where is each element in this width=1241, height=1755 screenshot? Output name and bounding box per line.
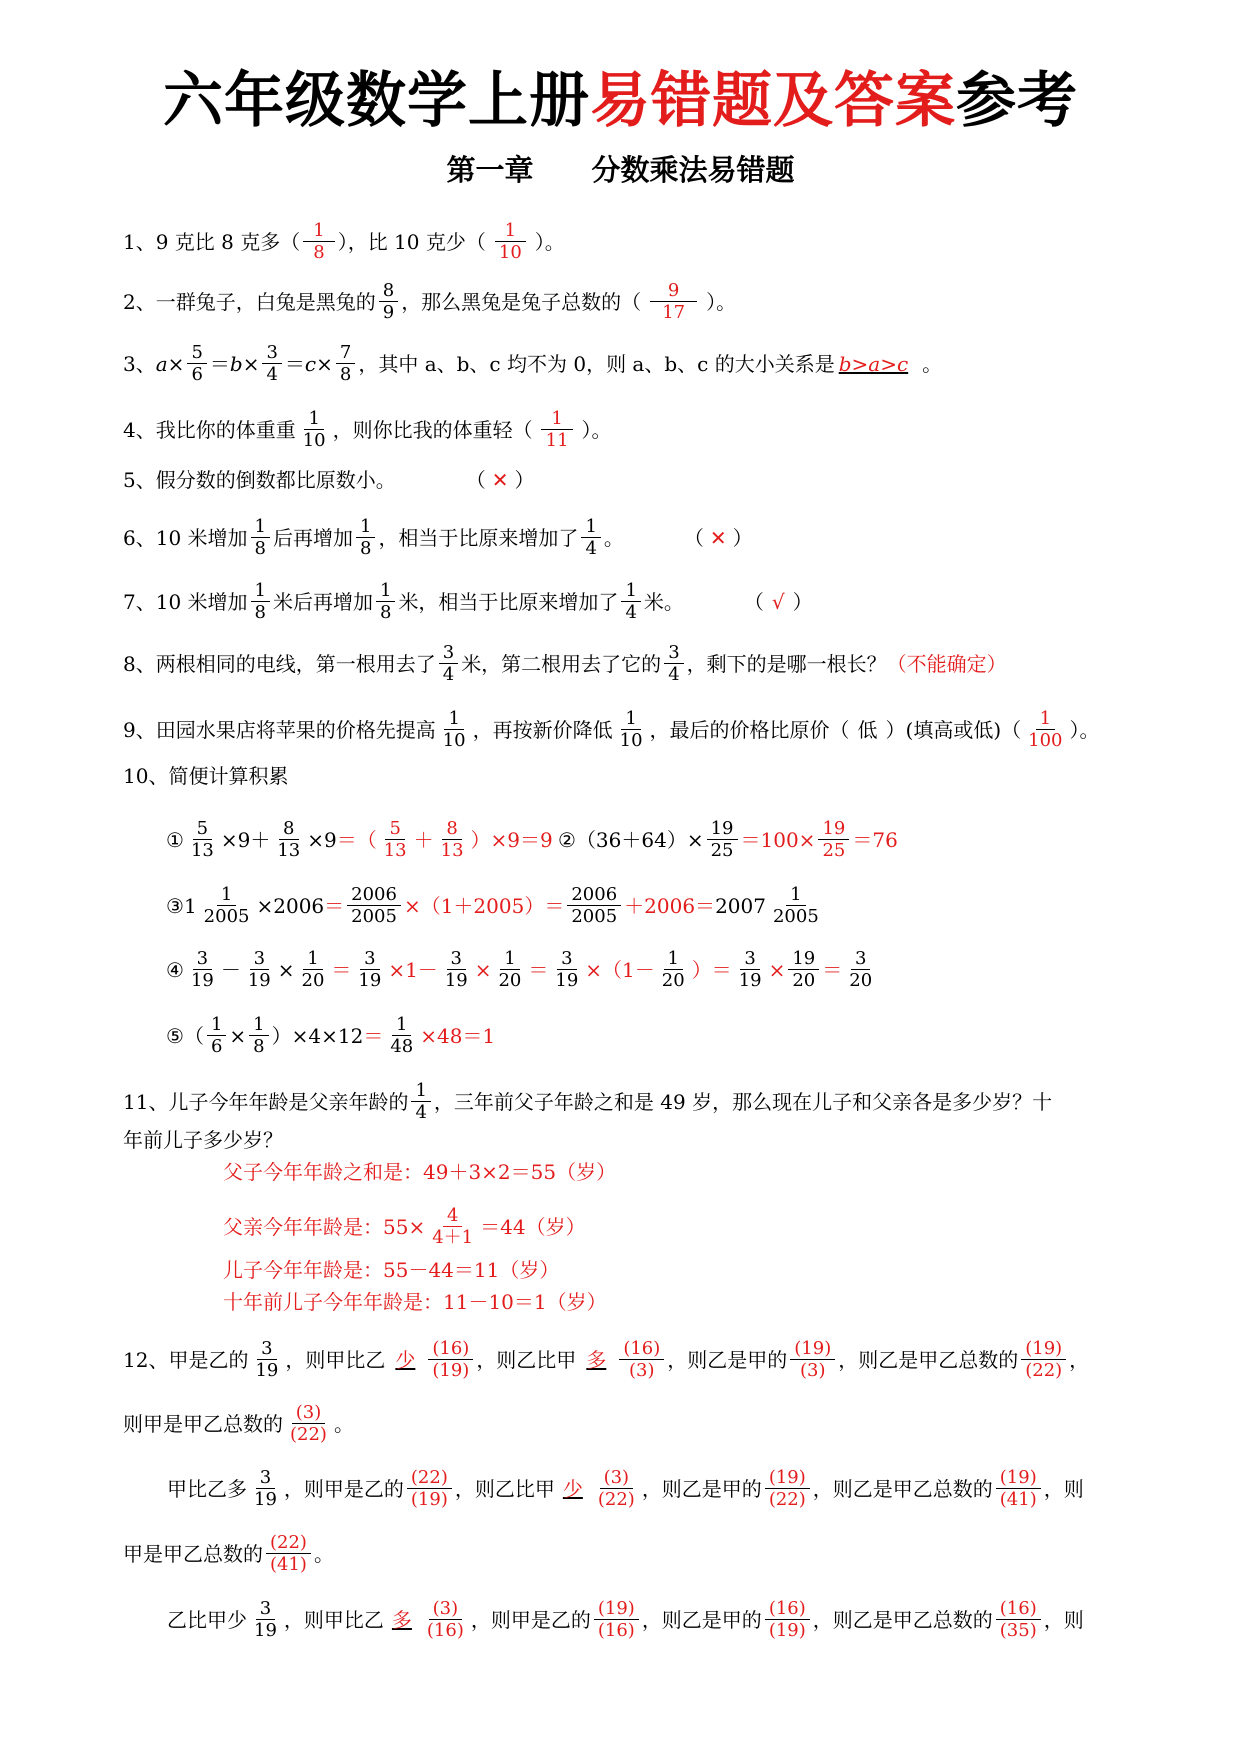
q12-text: 。 [313, 1541, 334, 1566]
q9-fraction-1: $\frac{1}{10}$ [442, 708, 466, 751]
answer-text: ×（1＋2005）＝ [403, 893, 565, 918]
question-6 [123, 516, 753, 559]
fraction: $\frac{3}{19}$ [254, 1467, 277, 1510]
q12-text: 乙比甲少 [167, 1607, 247, 1632]
answer-text: ＝ [331, 957, 352, 982]
whole-number: 2007 [715, 893, 766, 918]
q9-text-b: ，再按新价降低 [472, 717, 613, 742]
paren-right: ） [732, 525, 753, 550]
q3-fraction-1: $\frac{5}{6}$ [187, 342, 206, 385]
q3-fraction-2: $\frac{3}{4}$ [262, 342, 281, 385]
question-11-line-2 [123, 1128, 283, 1152]
q6-fraction-1: $\frac{1}{8}$ [251, 516, 270, 559]
answer-fraction: $\frac{3}{19}$ [444, 948, 468, 991]
answer-fraction: $\frac{(16)}{(35)}$ [996, 1598, 1041, 1641]
question-12-para-2-line-2 [123, 1532, 334, 1575]
q6-fraction-2: $\frac{1}{8}$ [356, 516, 375, 559]
q1-text-c: ）。 [534, 229, 565, 254]
q8-fraction-2: $\frac{3}{4}$ [664, 642, 683, 685]
q9-fraction-2: $\frac{1}{10}$ [619, 708, 643, 751]
q7-text-d: 米。 [643, 589, 684, 614]
q10-expression-5 [166, 1014, 495, 1057]
question-3 [123, 342, 942, 385]
answer-word: 少 [562, 1476, 583, 1501]
times-sign: × [242, 351, 260, 376]
solution-text: 父亲今年年龄是：55× [223, 1214, 426, 1239]
q6-text-d: 。 [603, 525, 624, 550]
q12-text: ，则乙比甲 [454, 1476, 555, 1501]
q8-fraction-1: $\frac{3}{4}$ [439, 642, 458, 685]
question-10-heading [123, 764, 288, 788]
q3-text-c: 。 [922, 351, 943, 376]
question-5 [123, 468, 535, 492]
fraction: $\frac{3}{19}$ [247, 948, 271, 991]
answer-word: 多 [586, 1347, 607, 1372]
expr-text: × [277, 957, 295, 982]
q12-text: ， [1069, 1347, 1090, 1372]
expr-text: （36＋64）× [575, 827, 704, 852]
q12-text: ，则乙是甲乙总数的 [838, 1347, 1019, 1372]
fraction: $\frac{19}{25}$ [707, 818, 738, 861]
q12-text: 。 [333, 1411, 354, 1436]
answer-text: ＝76 [852, 827, 898, 852]
answer-text: ）＝ [691, 957, 732, 982]
q12-text: 12、甲是乙的 [123, 1347, 249, 1372]
expr-text: － [220, 957, 241, 982]
q12-text: 则甲是甲乙总数的 [123, 1411, 283, 1436]
q9-text-e: ）。 [1069, 717, 1100, 742]
fraction: $\frac{1}{20}$ [301, 948, 325, 991]
chapter-heading: 第一章 分数乘法易错题 [446, 153, 795, 187]
paren-left: （ [683, 525, 704, 550]
q12-text: ，则甲比乙 [285, 1347, 386, 1372]
whole-number: 1 [183, 893, 197, 918]
q12-text: ，则 [1043, 1607, 1084, 1632]
q12-text: ，则甲比乙 [283, 1607, 384, 1632]
q7-fraction-1: $\frac{1}{8}$ [251, 580, 270, 623]
question-9 [123, 708, 1100, 751]
answer-fraction: $\frac{19}{25}$ [818, 818, 849, 861]
q11-solution-3 [223, 1258, 559, 1282]
answer-text: ×1－ [388, 957, 438, 982]
q12-text: ，则甲是乙的 [283, 1476, 404, 1501]
question-12-line-2 [123, 1402, 354, 1445]
q6-fraction-3: $\frac{1}{4}$ [581, 516, 600, 559]
paren-right: ） [792, 589, 813, 614]
expr-text: × [229, 1023, 247, 1048]
solution-text: 儿子今年年龄是：55－44＝11（岁） [223, 1258, 560, 1282]
q11-solution-1 [223, 1160, 616, 1184]
answer-text: ）×9＝9 [470, 827, 553, 852]
q11-fraction: $\frac{1}{4}$ [411, 1080, 430, 1123]
paren-left: （ [743, 589, 764, 614]
expr-text: ×9 [307, 827, 337, 852]
fraction: $\frac{1}{2005}$ [203, 884, 250, 927]
q12-text: ，则甲是乙的 [470, 1607, 591, 1632]
fraction: $\frac{1}{6}$ [207, 1014, 226, 1057]
answer-fraction: $\frac{(16)}{(19)}$ [428, 1338, 473, 1381]
q2-text-a: 2、一群兔子，白兔是黑兔的 [123, 289, 376, 314]
expr-text: （ [183, 1023, 204, 1048]
q3-answer: b>a>c [838, 351, 909, 376]
q8-answer: （不能确定） [886, 651, 1007, 676]
q12-text: ，则乙是甲的 [641, 1476, 762, 1501]
answer-fraction: $\frac{(19)}{(22)}$ [1021, 1338, 1066, 1381]
q3-var-c: c [304, 351, 317, 376]
q1-text-b: ），比 10 克少（ [337, 229, 486, 254]
fraction: $\frac{1}{8}$ [249, 1014, 268, 1057]
answer-fraction: $\frac{(19)}{(22)}$ [765, 1467, 810, 1510]
answer-word: 少 [395, 1347, 416, 1372]
q10-expression-2 [558, 818, 898, 861]
fraction: $\frac{8}{13}$ [277, 818, 301, 861]
expr-text: ×2006 [256, 893, 325, 918]
answer-fraction: $\frac{1}{20}$ [661, 948, 685, 991]
answer-text: × [474, 957, 492, 982]
expr-text: ）×4×12 [271, 1023, 364, 1048]
q1-text-a: 1、9 克比 8 克多（ [123, 229, 301, 254]
q4-text-b: ，则你比我的体重轻（ [332, 417, 533, 442]
question-11 [123, 1080, 1052, 1123]
answer-fraction: $\frac{1}{20}$ [498, 948, 522, 991]
answer-fraction: $\frac{(19)}{(16)}$ [594, 1598, 639, 1641]
q4-text-a: 4、我比你的体重重 [123, 417, 296, 442]
answer-fraction: $\frac{(16)}{(19)}$ [765, 1598, 810, 1641]
circled-number-1: ① [166, 827, 184, 852]
q8-text-a: 8、两根相同的电线，第一根用去了 [123, 651, 436, 676]
q10-expression-3 [166, 884, 826, 927]
q3-fraction-3: $\frac{7}{8}$ [336, 342, 355, 385]
answer-text: ＝ [363, 1023, 384, 1048]
q11-solution-2 [223, 1205, 586, 1248]
answer-fraction: $\frac{19}{20}$ [788, 948, 819, 991]
q7-fraction-3: $\frac{1}{4}$ [621, 580, 640, 623]
question-12-para-2-line-1 [167, 1467, 1084, 1510]
q12-text: ，则乙是甲的 [667, 1347, 788, 1372]
solution-fraction: $\frac{4}{4+1}$ [432, 1205, 474, 1248]
q2-text-b: ，那么黑兔是兔子总数的（ [401, 289, 642, 314]
q10-expression-1 [166, 818, 553, 861]
q7-fraction-2: $\frac{1}{8}$ [376, 580, 395, 623]
q9-text-a: 9、田园水果店将苹果的价格先提高 [123, 717, 436, 742]
answer-word: 多 [391, 1607, 412, 1632]
q11-solution-4 [223, 1290, 607, 1314]
q12-text: ，则乙是甲乙总数的 [812, 1607, 993, 1632]
q12-text: ，则 [1043, 1476, 1084, 1501]
answer-fraction: $\frac{1}{2005}$ [772, 884, 819, 927]
question-12-para-3-line-1 [167, 1598, 1084, 1641]
answer-fraction: $\frac{(22)}{(41)}$ [266, 1532, 311, 1575]
q3-text-a: 3、 [123, 351, 156, 376]
answer-fraction: $\frac{3}{19}$ [358, 948, 382, 991]
fraction: $\frac{3}{19}$ [190, 948, 214, 991]
answer-fraction: $\frac{3}{19}$ [555, 948, 579, 991]
answer-fraction: $\frac{1}{48}$ [390, 1014, 414, 1057]
solution-text: 十年前儿子今年年龄是：11－10＝1（岁） [223, 1290, 607, 1314]
answer-fraction: $\frac{(3)}{(16)}$ [426, 1598, 464, 1641]
answer-fraction: $\frac{3}{20}$ [849, 948, 873, 991]
q9-text-c: ，最后的价格比原价（ [649, 717, 850, 742]
solution-text: ＝44（岁） [480, 1214, 586, 1239]
q7-answer-check-icon: √ [771, 589, 785, 614]
q7-text-c: 米，相当于比原来增加了 [398, 589, 619, 614]
fraction: $\frac{3}{19}$ [255, 1338, 279, 1381]
answer-fraction: $\frac{5}{13}$ [383, 818, 407, 861]
q6-text-a: 6、10 米增加 [123, 525, 248, 550]
answer-fraction: $\frac{8}{13}$ [440, 818, 464, 861]
question-4 [123, 408, 612, 451]
q9-answer-fraction: $\frac{1}{100}$ [1028, 708, 1063, 751]
answer-text: ＝ [528, 957, 549, 982]
fraction: $\frac{5}{13}$ [190, 818, 214, 861]
q8-text-b: 米，第二根用去了它的 [461, 651, 662, 676]
q3-text-b: ，其中 a、b、c 均不为 0，则 a、b、c 的大小关系是 [358, 351, 835, 376]
question-2 [123, 280, 736, 323]
answer-text: ＝100× [740, 827, 816, 852]
q5-text: 5、假分数的倒数都比原数小。 [123, 468, 396, 492]
q2-text-c: ）。 [706, 289, 737, 314]
answer-fraction: $\frac{(22)}{(19)}$ [407, 1467, 452, 1510]
q11-text-b: ，三年前父子年龄之和是 49 岁，那么现在儿子和父亲各是多少岁？十 [433, 1089, 1053, 1114]
answer-fraction: $\frac{2006}{2005}$ [567, 884, 621, 927]
circled-number-3: ③ [166, 893, 184, 918]
answer-text: ＝ [822, 957, 843, 982]
q12-text: 甲是甲乙总数的 [123, 1541, 263, 1566]
q2-answer-fraction: $\frac{9}{17}$ [644, 280, 703, 323]
title-part-red: 易错题及答案 [590, 66, 956, 136]
answer-text: ＋ [413, 827, 434, 852]
q3-var-b: b [229, 351, 243, 376]
circled-number-2: ② [558, 827, 576, 852]
expr-text: ×9＋ [220, 827, 271, 852]
paren-left: （ [465, 468, 486, 492]
question-8 [123, 642, 1007, 685]
answer-text: × [768, 957, 786, 982]
answer-text: ＝（ [336, 827, 377, 852]
answer-fraction: $\frac{2006}{2005}$ [347, 884, 401, 927]
q11-text-a: 11、儿子今年年龄是父亲年龄的 [123, 1089, 409, 1114]
q1-answer-fraction-1: $\frac{1}{8}$ [303, 220, 334, 263]
q12-text: ，则乙比甲 [476, 1347, 577, 1372]
q3-var-a: a [155, 351, 168, 376]
q11-text-line2: 年前儿子多少岁？ [123, 1128, 283, 1152]
q5-answer-cross-icon: ✕ [491, 468, 509, 492]
equals-sign: ＝ [209, 351, 230, 376]
answer-text: ＝ [324, 893, 345, 918]
page-title [0, 66, 1241, 136]
q4-fraction: $\frac{1}{10}$ [302, 408, 326, 451]
q1-answer-fraction-2: $\frac{1}{10}$ [489, 220, 532, 263]
answer-fraction: $\frac{(19)}{(3)}$ [790, 1338, 835, 1381]
times-sign: × [316, 351, 333, 376]
q4-answer-fraction: $\frac{1}{11}$ [536, 408, 579, 451]
question-7 [123, 580, 813, 623]
circled-number-5: ⑤ [166, 1023, 184, 1048]
question-12-line-1 [123, 1338, 1089, 1381]
times-sign: × [167, 351, 185, 376]
q10-expression-4 [166, 948, 879, 991]
answer-fraction: $\frac{(19)}{(41)}$ [996, 1467, 1041, 1510]
answer-text: ×（1－ [585, 957, 655, 982]
circled-number-4: ④ [166, 957, 184, 982]
q9-answer-word: 低 [857, 717, 878, 742]
q6-text-b: 后再增加 [272, 525, 353, 550]
title-part-black: 六年级数学上册 [163, 66, 590, 136]
q10-heading: 10、简便计算积累 [123, 764, 289, 788]
q6-answer-cross-icon: ✕ [709, 525, 727, 550]
paren-right: ） [514, 468, 535, 492]
q12-text: ，则乙是甲乙总数的 [812, 1476, 993, 1501]
q7-text-b: 米后再增加 [272, 589, 373, 614]
fraction: $\frac{3}{19}$ [254, 1598, 277, 1641]
answer-fraction: $\frac{3}{19}$ [738, 948, 762, 991]
q8-text-c: ，剩下的是哪一根长？ [686, 651, 887, 676]
question-1 [123, 220, 565, 263]
equals-sign: ＝ [284, 351, 305, 376]
q6-text-c: ，相当于比原来增加了 [378, 525, 579, 550]
answer-text: ×48＝1 [420, 1023, 496, 1048]
answer-fraction: $\frac{(3)}{(22)}$ [290, 1402, 327, 1445]
q9-text-d: ）(填高或低)（ [885, 717, 1022, 742]
q12-text: 甲比乙多 [167, 1476, 247, 1501]
title-part-black-end: 参考 [956, 66, 1078, 136]
q2-fraction: $\frac{8}{9}$ [379, 280, 398, 323]
q7-text-a: 7、10 米增加 [123, 589, 248, 614]
q12-text: ，则乙是甲的 [641, 1607, 762, 1632]
answer-text: ＋2006＝ [624, 893, 716, 918]
q4-text-c: ）。 [581, 417, 612, 442]
answer-fraction: $\frac{(3)}{(22)}$ [597, 1467, 635, 1510]
answer-fraction: $\frac{(16)}{(3)}$ [619, 1338, 664, 1381]
solution-text: 父子今年年龄之和是：49＋3×2＝55（岁） [223, 1160, 617, 1184]
